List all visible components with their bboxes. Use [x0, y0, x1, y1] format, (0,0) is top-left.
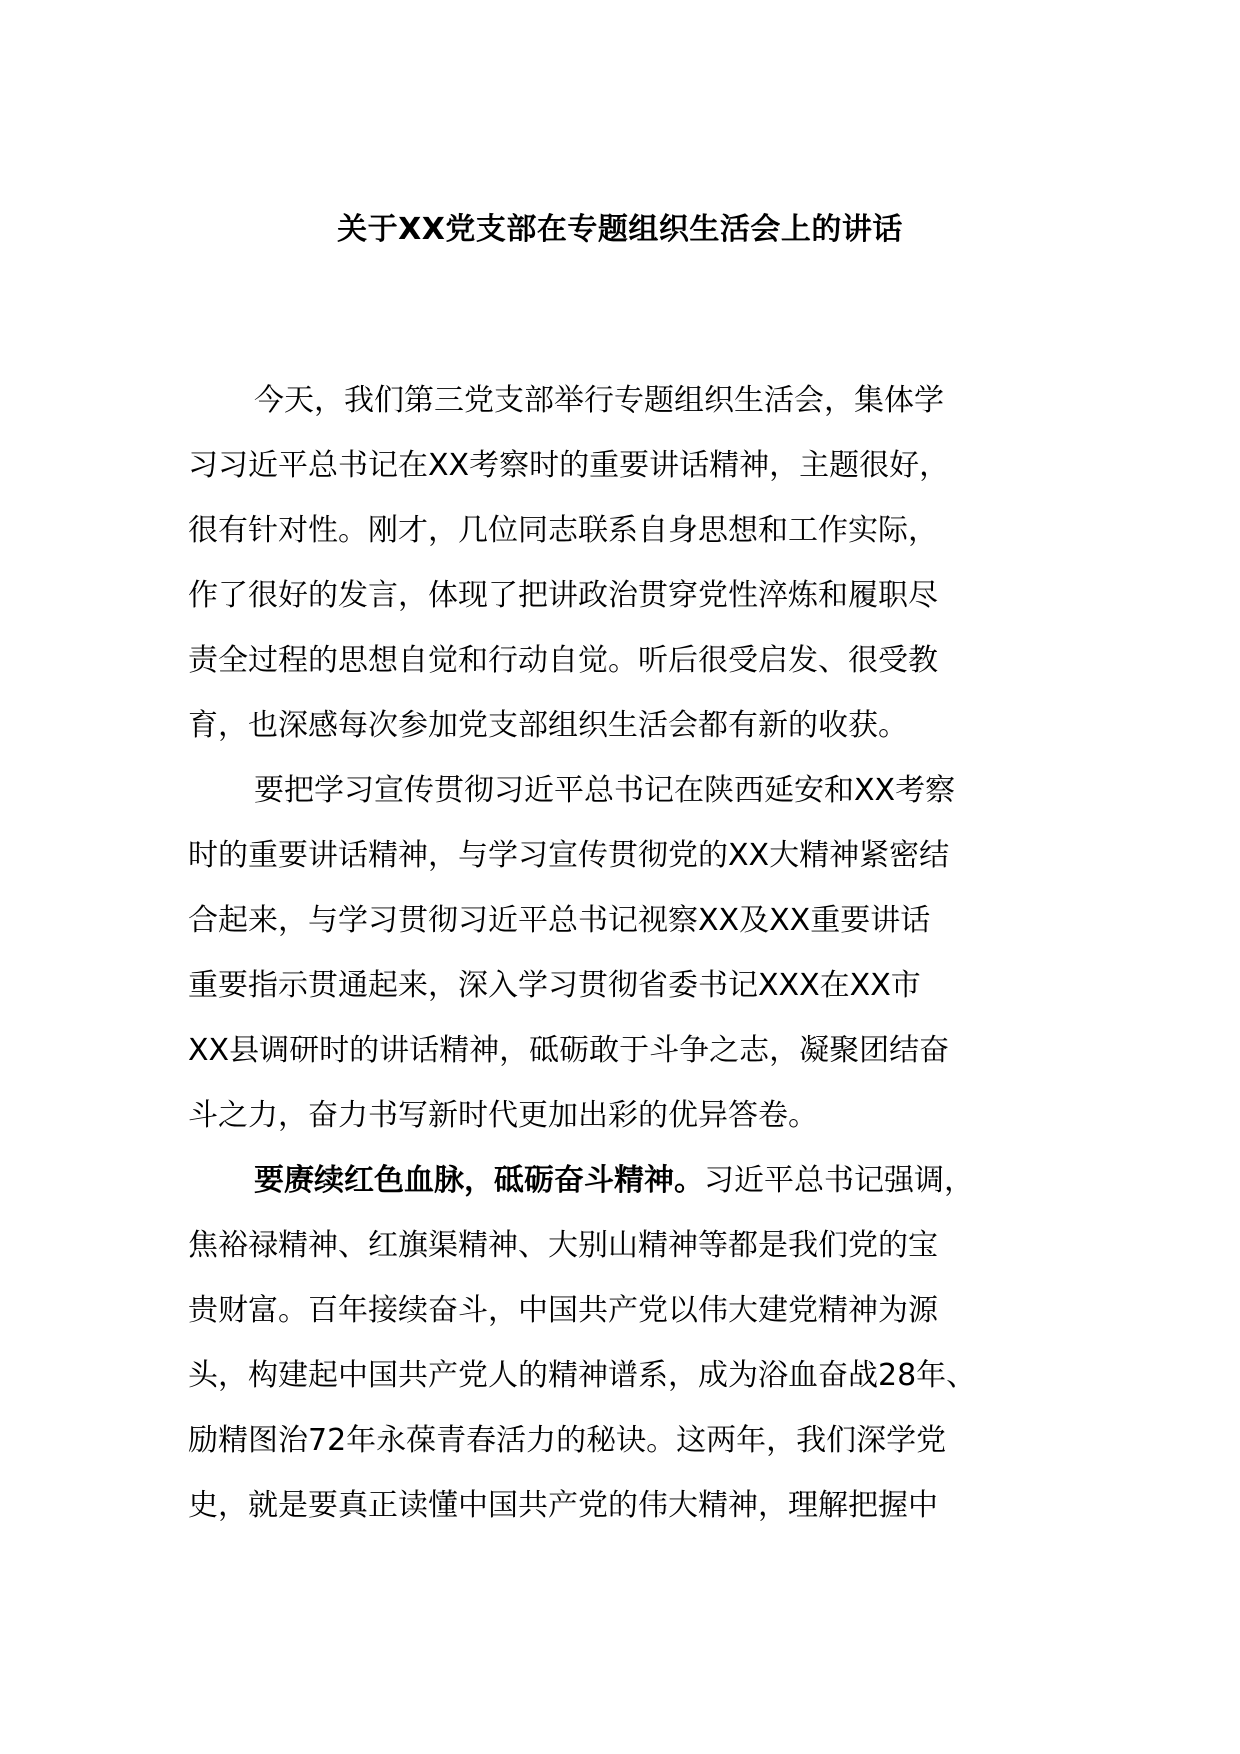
paragraph-line: XX县调研时的讲话精神，砥砺敢于斗争之志，凝聚团结奋: [188, 1033, 950, 1068]
paragraph-line: 焦裕禄精神、红旗渠精神、大别山精神等都是我们党的宝: [188, 1228, 938, 1263]
paragraph-1: [188, 368, 1068, 758]
paragraph-2: [188, 758, 1068, 1148]
paragraph-3: [188, 1148, 1068, 1538]
paragraph-lead-rest: 习近平总书记强调，: [704, 1163, 974, 1198]
paragraph-line: 要把学习宣传贯彻习近平总书记在陕西延安和XX考察: [254, 773, 956, 808]
paragraph-line: 时的重要讲话精神，与学习宣传贯彻党的XX大精神紧密结: [188, 838, 950, 873]
paragraph-line: 贵财富。百年接续奋斗，中国共产党以伟大建党精神为源: [188, 1293, 938, 1328]
paragraph-line: 励精图治72年永葆青春活力的秘诀。这两年，我们深学党: [188, 1423, 947, 1458]
paragraph-first-line: [188, 1148, 1068, 1213]
paragraph-line: 头，构建起中国共产党人的精神谱系，成为浴血奋战28年、: [188, 1358, 977, 1393]
paragraph-line: 史，就是要真正读懂中国共产党的伟大精神，理解把握中: [188, 1488, 938, 1523]
document-title: 关于XX党支部在专题组织生活会上的讲话: [337, 212, 903, 247]
paragraph-line: 斗之力，奋力书写新时代更加出彩的优异答卷。: [188, 1098, 818, 1133]
paragraph-line: 责全过程的思想自觉和行动自觉。听后很受启发、很受教: [188, 643, 938, 678]
paragraph-line: 作了很好的发言，体现了把讲政治贯穿党性淬炼和履职尽: [188, 578, 938, 613]
paragraph-line: 很有针对性。刚才，几位同志联系自身思想和工作实际，: [188, 513, 938, 548]
paragraph-line: 今天，我们第三党支部举行专题组织生活会，集体学: [254, 383, 944, 418]
paragraph-line: 育，也深感每次参加党支部组织生活会都有新的收获。: [188, 708, 908, 743]
paragraph-line: 重要指示贯通起来，深入学习贯彻省委书记XXX在XX市: [188, 968, 921, 1003]
paragraph-line: 习习近平总书记在XX考察时的重要讲话精神，主题很好，: [188, 448, 950, 483]
paragraph-lead-heading: 要赓续红色血脉，砥砺奋斗精神。: [254, 1163, 704, 1198]
document-body: [188, 368, 1068, 1538]
paragraph-line: 合起来，与学习贯彻习近平总书记视察XX及XX重要讲话: [188, 903, 931, 938]
